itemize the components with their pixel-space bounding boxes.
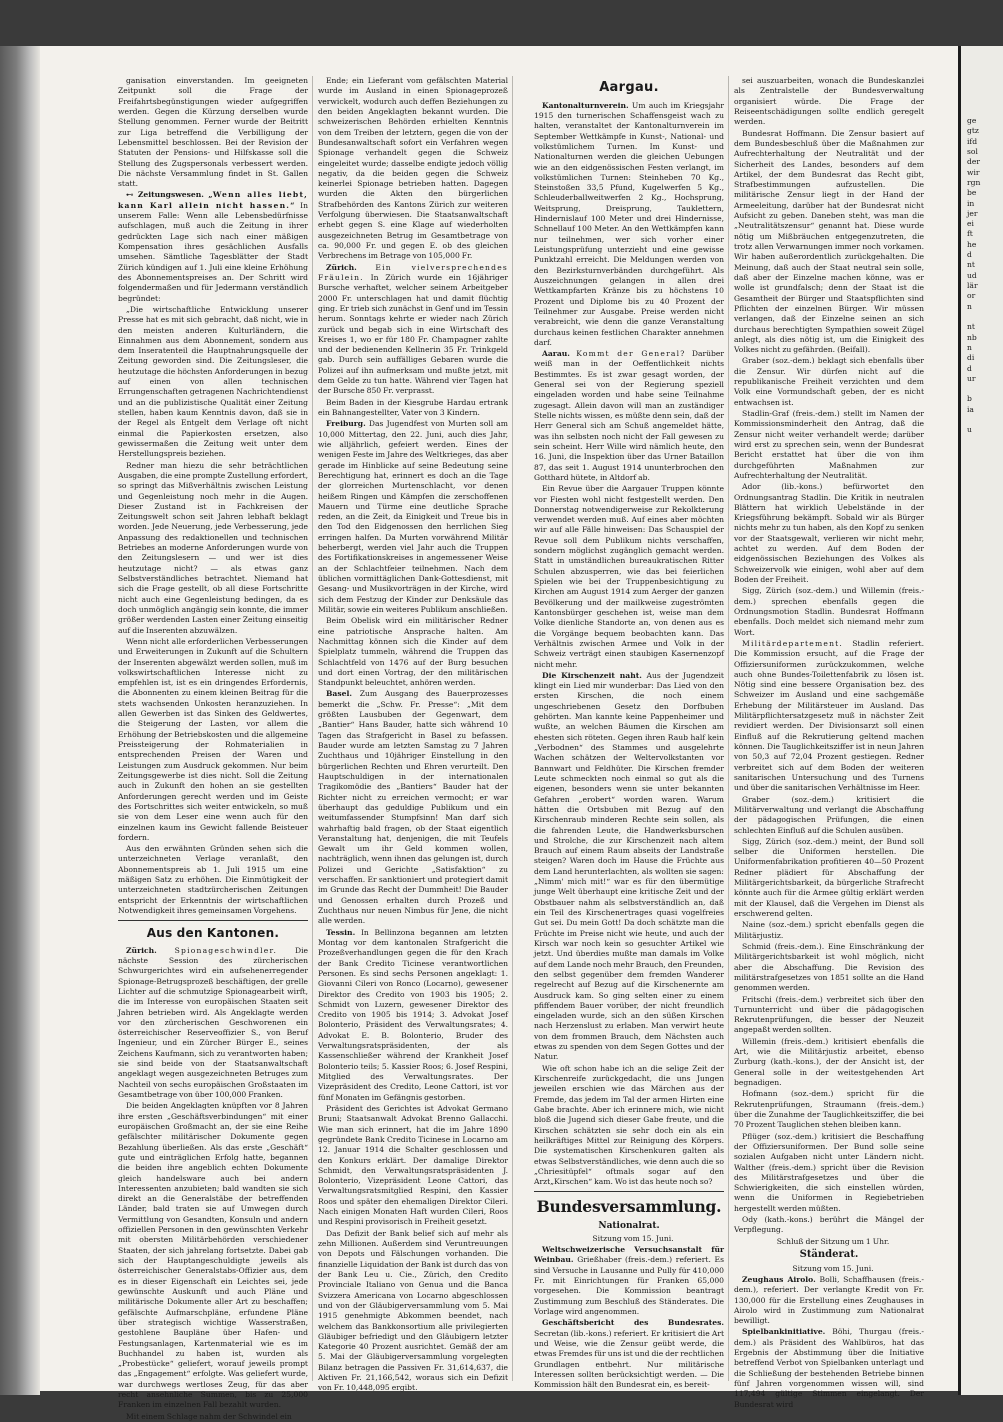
paragraph: Ador (lib.-kons.) befürwortet den Ordnungsantrag Stadlin. Die Kritik in neutralen Blättern hat wirklich Uebelstände in der Kriegsführung bekämpft. Sobald wir als Bürger nichts mehr zu tun haben, als den Kopf zu senken vor der Staatsgewalt, verlieren wir nicht mehr, achtet zu werden. Auf dem Boden der eidgenössischen Beziehungen des Volkes als Schweizervolk wie einigen, wohl aber auf dem Boden der Freiheit.	[734, 482, 924, 584]
column-rule	[728, 76, 729, 1381]
paragraph: Basel. Zum Ausgang des Bauerprozesses bemerkt die „Schw. Fr. Presse“: „Mit dem größten Lausbuben der Gegenwart, dem „Bantier“ Hans Bauder, hatte sich während 10 Tagen das Strafgericht in Basel zu befassen. Bauder wurde am letzten Samstag zu 7 Jahren Zuchthaus und 10jähriger Einstellung in den bürgerlichen Rechten und Ehren verurteilt. Den Hauptschuldigen in der internationalen Tragikomödie des „Bantiers“ Bauder hat der Richter nicht zu erreichen vermocht; er war überhaupt das geduldige Publikum und ein weitumfassender Stumpfsinn! Man darf sich wahrhaftig bald fragen, ob der Staat eigentlich Veranstaltung hat, denjenigen, die mit Teufels Gewalt um ihr Geld kommen wollen, nachträglich, wenn ihnen das gelungen ist, durch Polizei und Gerichte „Satisfaktion“ zu verschaffen. Er sanktioniert und protegiert damit im Grunde das Recht der Dummheit! Die Bauder und Genossen erhalten durch Prozeß und Zuchthaus nur neuen Nimbus für Jene, die nicht alle werden.	[318, 689, 508, 926]
paragraph: Fritschi (freis.-dem.) verbreitet sich über den Turnunterricht und über die pädagogischen Rekrutenprüfungen, die besser der Neuzeit angepaßt werden sollten.	[734, 994, 924, 1035]
paragraph: Präsident des Gerichtes ist Advokat Germano Bruni; Staatsanwalt Advokat Brenno Gallacchi. Wie man sich erinnert, hat die im Jahre 1890 gegründete Bank Credito Ticinese in Locarno am 12. Januar 1914 die Schalter geschlossen und den Konkurs erklärt. Der damalige Direktor Schmidt, den Verwaltungsratspräsidenten J. Bolonterio, Vizepräsident Leone Cattori, das Verwaltungsratsmitglied Respini, den Kassier Roos und später den ehemaligen Direktor Cileri. Nach einigen Monaten Haft wurden Cileri, Roos und Respini provisorisch in Freiheit gesetzt.	[318, 1103, 508, 1227]
paragraph: Naine (soz.-dem.) spricht ebenfalls gegen die Militärjustiz.	[734, 920, 924, 940]
paragraph: Ende; ein Lieferant vom gefälschten Material wurde im Ausland in einen Spionageprozeß verwickelt, wodurch auch deffen Beziehungen zu den beiden Angeklagten bekannt wurden. Die schweizerischen Behörden erhielten Kenntnis von dem Treiben der letztern, gegen die von der Bundesanwaltschaft sofort ein Verfahren wegen Spionage verhandelt gegen die Schweiz eingeleitet wurde; dasselbe endigte jedoch völlig negativ, da die beiden gegen die Schweiz keinerlei Spionage betrieben hatten. Dagegen wurden die Akten den bürgerlichen Strafbehörden des Kantons Zürich zur weiteren Verfolgung überwiesen. Die Staatsanwaltschaft erhebt gegen S. eine Klage auf wiederholten ausgezeichneten Betrug im Gesamtbetrage von ca. 90,000 Fr. und gegen E. ob des gleichen Verbrechens im Betrage von 105,000 Fr.	[318, 76, 508, 261]
quote-paragraph: „Die wirtschaftliche Entwicklung unserer Presse hat es mit sich gebracht, daß nicht, wie in den meisten anderen Kulturländern, die Einnahmen aus dem Abonnement, sondern aus dem Inseratenteil die Hauptnahrungsquelle der Zeitung geworden sind. Die Zeitungsleser, die heutzutage die höchsten Anforderungen in bezug auf einen von allen technischen Errungenschaften getragenen Nachrichtendienst und an die publizistische Qualität einer Zeitung stellen, haben kaum Kenntnis davon, daß sie in der Regel als Entgelt dem Verlage oft nicht einmal die Papierkosten ersetzen, also gewissermaßen die Zeitung weit unter dem Herstellungspreis beziehen.	[118, 304, 308, 459]
paragraph: Beim Baden in der Kiesgrube Hardau ertrank ein Bahnangestellter, Vater von 3 Kindern.	[318, 397, 508, 417]
session-date: Sitzung vom 15. Juni.	[792, 1263, 874, 1273]
column-1	[118, 76, 309, 1421]
paragraph: Spielbankinitiative. Böhi, Thurgau (freis.-dem.) als Präsident des Wahlbüros, hat das Ergebnis der Abstimmung über die Initiative betreffend Verbot von Spielbanken unterlagt und die Schließung der bestehenden Betriebe binnen fünf Jahren vorgenommen wissen will, sind 117,494 gültige Stimmen eingelangt. Der Bundesrat wird	[734, 1327, 924, 1409]
paragraph: Graber (soz.-dem.) beklagt sich ebenfalls über die Zensur. Wir dürfen nicht auf die republikanische Freiheit verzichten und dem Volk eine Vormundschaft geben, der es nicht entwachsen ist.	[734, 356, 924, 407]
page-stack-left-edge	[0, 46, 40, 1395]
paragraph: ganisation einverstanden. Im geeigneten Zeitpunkt soll die Frage der Freifahrtsbegünstigungen wieder aufgegriffen werden. Gegen die Kürzung derselben wurde Stellung genommen. Ferner wurde der Beitritt zur Liga betreffend die Verbilligung der Lebensmittel beschlossen. Bei der Revision der Statuten der Pensions- und Hilfskasse soll die Stellung des Zugspersonals verbessert werden. Die nächste Versammlung findet in St. Gallen statt.	[118, 76, 308, 189]
section-heading-aargau: Aargau.	[599, 80, 659, 95]
paragraph: Aarau. Kommt der General? Darüber weiß man in der Oeffentlichkeit nichts Bestimmtes. Es ist zwar gesagt worden, der General sei von der Regierung speziell eingeladen worden und habe seine Teilnahme zugesagt. Allein davon will man an zuständiger Stelle nichts wissen, es müßte denn sein, daß der Herr General sich am Schuß angemeldet hätte, was ihn selbsten noch nicht der Fall gewesen zu sein scheint. Herr Wille wird nämlich heute, den 16. Juni, die Inspektion über das Urner Bataillon 87, das seit 1. August 1914 ununterbrochen den Gotthard hütete, in Altdorf ab.	[534, 349, 725, 482]
paragraph: Sigg, Zürich (soz.-dem.) und Willemin (freis.-dem.) sprechen ebenfalls gegen die Ordnungsmotion Stadlin. Bundesrat Hoffmann ebenfalls. Doch meldet sich niemand mehr zum Wort.	[734, 586, 924, 637]
paragraph: Das Defizit der Bank belief sich auf mehr als zehn Millionen. Außerdem sind Veruntreuungen von Depots und Fälschungen vorhanden. Die finanzielle Liquidation der Bank ist durch das von der Bank Leu u. Cie., Zürich, den Credito Provinciale Italiano von Genua und die Banca Svizzera Americana von Locarno abgeschlossen und von der Gläubigerversammlung vom 5. Mai 1915 genehmigte Abkommen beendet, nach welchem das Bankkonsortium alle privilegierten Gläubiger befriedigt und den Gläubigern letzter Kategorie 40 Prozent ausrichtet. Gemäß der am 5. Mai der Gläubigerversammlung vorgelegten Bilanz betragen die Passiven Fr. 31,614,637, die Aktiven Fr. 21,166,542, woraus sich ein Defizit von Fr. 10,448,095 ergibt.	[318, 1228, 508, 1393]
column-2	[318, 76, 509, 1393]
subheading-staenderat: Ständerat.	[799, 1249, 859, 1260]
adjacent-page-edge	[958, 46, 1003, 1395]
paragraph: sei auszuarbeiten, wonach die Bundeskanzlei als Zentralstelle der Bundesverwaltung organisiert würde. Die Frage der Reiseentschädigungen sollte endlich geregelt werden.	[734, 76, 924, 127]
session-date: Sitzung vom 15. Juni.	[592, 1233, 674, 1243]
paragraph: Weltschweizerische Versuchsanstalt für Weinbau. Grießhaber (freis.-dem.) referiert. Es sind Versuche in Lausanne und Pully für 410,000 Fr. mit Einrichtungen für Franken 65,000 vorgesehen. Die Kommission beantragt Zustimmung zum Beschluß des Ständerates. Die Vorlage wird angenommen.	[534, 1245, 725, 1316]
paragraph: Sigg, Zürich (soz.-dem.) meint, der Bund soll selber die Uniformen herstellen. Die Uniformenfabrikation profitieren 40—50 Prozent Redner plädiert für Abschaffung der Militärgerichtsbarkeit, da bürgerliche Strafrecht könnte auch für die Armee gültig erklärt werden mit der Klausel, daß die Vergehen im Dienst als erschwerend gelten.	[734, 836, 924, 918]
paragraph: Zeughaus Airolo. Bolli, Schaffhausen (freis.-dem.), referiert. Der verlangte Kredit von Fr. 130,000 für die Erstellung eines Zeughauses in Airolo wird in Zustimmung zum Nationalrat bewilligt.	[734, 1274, 924, 1326]
paragraph: Die beiden Angeklagten knüpften vor 8 Jahren ihre ersten „Geschäftsverbindungen“ mit einer europäischen Großmacht an, der sie eine Reihe gefälschter militärischer Dokumente gegen Bezahlung überließen. Als das erste „Geschäft“ gute und einträglichen Erfolg hatte, begannen die beiden ihre angeblich echten Dokumente gleich handelsware auch bei andern Interessenten anzubieten; bald wandten sie sich direkt an die Generalstäbe der betreffenden Länder, bald traten sie auf Umwegen durch Vermittlung von Gesandten, Konsuln und andern offiziellen Personen in den gewünschten Verkehr mit obersten Militärbehörden verschiedener Staaten, der sich jahrelang fortsetzte. Dabei gab sich der Hauptangeschuldigte jeweils als österreichischer Generalstabs-Offizier aus, dem es in dieser Eigenschaft ein Leichtes sei, jede gewünschte Auskunft und auch Pläne und militärische Dokumente aller Art zu beschaffen; gefälschte Aufmarschpläne, erfundene Pläne über strategisch wichtige Wasserstraßen, gestohlene Baupläne über Hafen- und Festungsanlagen, Kartenmaterial wie es im Buchhandel zu haben ist, wurden als „Probestücke“ geliefert, worauf jeweils prompt das „Engagement“ erfolgte. Was geliefert wurde, war durchwegs wertloses Zeug, für das aber recht ansehnliche Summen, bis zu 25,000 Franken im einzelnen Fall bezahlt wurden.	[118, 1101, 308, 1410]
paragraph: Beim Obelisk wird ein militärischer Redner eine patriotische Ansprache halten. Am Nachmittag können sich die Kinder auf dem Spielplatz tummeln, während die Truppen das Schlachtfeld von 1476 auf der Burg besuchen und dort einen Vortrag, der den militärischen Standpunkt beleuchtet, anhören werden.	[318, 616, 508, 688]
paragraph: Redner man hiezu die sehr beträchtlichen Ausgaben, die eine prompte Zustellung erfordert, so springt das Mißverhältnis zwischen Leistung und Gegenleistung noch mehr in die Augen. Dieser Zustand ist in Fachkreisen der Zeitungswelt schon seit Jahren lebhaft beklagt worden. Jede Neuerung, jede Verbesserung, jede Anpassung des redaktionellen und technischen Betriebes an moderne Anforderungen wurde von den Zeitungslesern — und wer ist dies heutzutage nicht? — als etwas ganz Selbstverständliches betrachtet. Niemand hat sich die Frage gestellt, ob all diese Fortschritte nicht auch eine Gegenleistung bedingen, da es doch unmöglich angängig sein konnte, die immer größer werdenden Lasten einer Zeitung einseitig auf die Inserenten abzuwälzen.	[118, 460, 308, 635]
paragraph: Die Kirschenzeit naht. Aus der Jugendzeit klingt ein Lied mir wunderbar: Das Lied von den ersten Kirschen, die noch einem ungeschriebenen Gesetz den Dorfbuben gehörten. Man kannte keine Pappenheimer und wußte, an welchen Bäumen die Kirschen am ehesten sich röteten. Gegen ihren Raub half kein „Verbodnen“ des Stammes und ausgelehrte Wachen schätzen der Weltervolkstanten vor Bannwart und Feldhüter. Die Kirschen fremder Leute schmeckten noch einmal so gut als die eigenen, besonders wenn sie unter bekannten Gefahren „erobert“ worden waren. Warum hätten die Ortsbuben mit Bezug auf den Kirschenraub minderen Rechte sein sollen, als die fahrenden Leute, die Handwerksburschen und Strolche, die zur Kirschenzeit nach altem Brauch auf einem Raum abseits der Landstraße steigen? Waren doch im Hause die Früchte aus dem Land herunterlachten, als wollten sie sagen: „Nimm' mich mit!“ war es für den übermütige junge Welt überhaupt eine kritische Zeit und der Obstbauer nahm als selbstverständlich an, daß ein Teil des Kirschenertrages quasi vogelfreies Gut sei. Du mein Gott! Da doch schätzte man die Früchte im Preise nicht wie heute, und auch der Kirsch war noch kein so gesuchter Artikel wie jetzt. Und überdies mußte man damals im Volke auf dem Lande noch mehr Brauch, den Freunden, den selbst gegenüber dem fremden Wanderer regelrecht auf Bezug auf die Kirschenernte am Ausdruck kam. So ging selten einer zu einem pfiffendem Bauer vorüber, der nicht freundlich eingeladen wurde, sich an den süßen Kirschen nach Herzenslust zu erlaben. Man verwirt heute von dem frommen Brauch, dem Nächsten auch etwas zu spenden von dem Segen Gottes und der Natur.	[534, 670, 724, 1062]
paragraph: Stadlin-Graf (freis.-dem.) stellt im Namen der Kommissionsminderheit den Antrag, daß die Zensur nicht weiter verhandelt werde; darüber wird erst zu sprechen sein, wenn der Bundesrat Bericht erstattet hat über die von ihm durchgeführten Maßnahmen zur Aufrechterhaltung der Neutralität.	[734, 409, 924, 480]
paragraph: Zürich. Ein vielversprechendes Fräulein. In Zürich wurde ein 16jähriger Bursche verhaftet, welcher seinem Arbeitgeber 2000 Fr. unterschlagen hat und damit flüchtig ging. Er trieb sich zunächst in Genf und im Tessin herum. Sonntags kehrte er wieder nach Zürich zurück und begab sich in eine Wirtschaft des Kreises 1, wo er für 180 Fr. Champagner zahlte und der bedienenden Kellnerin 35 Fr. Trinkgeld gab. Durch sein auffälliges Gebaren wurde die Polizei auf ihn aufmerksam und mußte jetzt, mit dem Gelde zu tun hatte. Während vier Tagen hat der Bursche 850 Fr. verprasst.	[318, 262, 509, 396]
paragraph: Zürich. Spionageschwindler. Die nächste Session des zürcherischen Schwurgerichtes wird ein aufsehenerregender Spionage-Betrugsprozeß beschäftigen, der grelle Lichter auf die schmutzige Spionagearbeit wirft, die im Interesse von europäischen Staaten seit Jahren betrieben wird. Als Angeklagte werden vor den zürcherischen Geschworenen ein österreichischer Reserveoffizier S., von Beruf Ingenieur, und ein Zürcher Bürger E., seines Zeichens Kaufmann, sich zu verantworten haben; sie sind beide von der Staatsanwaltschaft angeklagt wegen ausgezeichneten Betruges zum Nachteil von sechs europäischen Großstaaten im Gesamtbetrage von über 100,000 Franken.	[118, 945, 309, 1099]
paragraph: Kantonalturnverein. Um auch im Kriegsjahr 1915 den turnerischen Schaffensgeist wach zu halten, veranstaltet der Kantonalturnverein im September Wettkämpfe in Kunst-, National- und volkstümlichem Turnen. Im Kunst- und Nationalturnen werden die gleichen Uebungen wie an den eidgenössischen Festen verlangt, im volkstümlichen Turnen: Steinheben 70 Kg., Steinstoßen 33,5 Pfund, Kugelwerfen 5 Kg., Schleuderballweitwerfen 2 Kg., Hochsprung, Weitsprung, Dreisprung, Tauklettern, Hindernislauf 100 Meter und drei Hindernisse, Schnellauf 100 Meter. An den Wettkämpfen kann nur teilnehmen, wer sich vorher einer Leistungsprüfung unterzieht und eine gewisse Punktzahl erreicht. Die Meldungen werden von den Bezirksturnverbänden durchgeführt. Als Auszeichnungen gelangen in allen drei Wettkampfarten Kränze bis zu höchstens 10 Prozent und Diplome bis zu 40 Prozent der Teilnehmer zur Ausgabe. Preise werden nicht verabreicht, wie denn die ganze Veranstaltung durchaus keinen festlichen Charakter annehmen darf.	[534, 100, 724, 347]
paragraph: Bundesrat Hoffmann. Die Zensur basiert auf dem Bundesbeschluß über die Maßnahmen zur Aufrechterhaltung der Neutralität und der Sicherheit des Landes, besonders auf dem Artikel, der dem Bundesrat das Recht gibt, Strafbestimmungen aufzustellen. Die militärische Zensur liegt in der Hand der Armeeleitung, darüber hat der Bundesrat nicht Aufsicht zu geben. Daneben steht, was man die „Neutralitätszensur“ genannt hat. Diese wurde nötig um Mißbräuchen entgegenzutreten, die trotz allen Verwarnungen immer noch vorkamen. Wir haben außerordentlich zurückgehalten. Die Meinung, daß auch der Staat neutral sein solle, daß aber der Einzelne machen könne, was er wolle ist grundfalsch; denn der Staat ist die Gesamtheit der Bürger und Staatspflichten sind Pflichten der einzelnen Bürger. Wir müssen verlangen, daß der Einzelne seinen an sich durchaus berechtigten Sympathien soweit Zügel anlegt, als dies nötig ist, um die Einigkeit des Volkes nicht zu gefährden. (Beifall).	[734, 128, 924, 355]
adjacent-page-text: ge gtz ifd sol der wir rgn be in jer ei ft he d nt ud lär or n nt nb n di d ur b ia u	[967, 116, 981, 435]
paragraph: Freiburg. Das Jugendfest von Murten soll am 10,000 Mittertag, den 22. Juni, auch dies Jahr, wie alljährlich, gefeiert werden. Eines der wenigen Feste im Jahre des Weltkrieges, das aber gerade im Hinblicke auf seine Bedeutung seine Berechtigung hat, erinnert es doch an die Tage der glorreichen Murtenschlacht, vor denen heißem Ringen und Kämpfen die zerschoffenen Mauern und Türme eine deutliche Sprache reden, an die Zeit, da Einigkeit und Treue bis in den Tod den Eidgenossen den herrlichen Sieg erringen halfen. Da Murten vorwährend Militär beherbergt, werden viel Jahr auch die Truppen des Fortifikationskreises in angemessener Weise an der Schlachtfeier teilnehmen. Nach dem üblichen vormittäglichen Dank-Gottesdienst, mit Gesang- und Musikvorträgen in der Kirche, wird sich dem Festzug der Kinder zur Denksäule das Militär, sowie ein weiteres Publikum anschließen.	[318, 419, 509, 614]
paragraph: Willemin (freis.-dem.) kritisiert ebenfalls die Art, wie die Militärjustiz arbeitet, ebenso Zurburg (kath.-kons.), der der Ansicht ist, der General solle in der weitestgehenden Art begnadigen.	[734, 1036, 924, 1087]
paragraph: Militärdepartement. Stadlin referiert. Die Kommission ersucht, auf die Frage der Offiziersuniformen zurückzukommen, welche auch ohne Bundes-Toilettenfabrik zu lösen ist. Nötig sind eine bessere Organisation bez. des Schweizer im Ausland und eine sachgemäße Erhebung der Militärsteuer im Ausland. Das Militärpflichtersatzgesetz muß in nächster Zeit revidiert werden. Der Divisionsarzt soll einen Einfluß auf die Rekrutierung geltend machen können. Die Tauglichkeitsziffer ist in neun Jahren von 50,3 auf 72,04 Prozent gestiegen. Redner verbreitet sich auf dem Boden der weiteren sanitarischen Untersuchung und des Turnens und über die sanitarischen Verhältnisse im Heer.	[734, 638, 925, 793]
column-rule	[512, 76, 513, 1381]
column-rule	[312, 76, 313, 1381]
section-heading-bundesversammlung: Bundesversammlung.	[536, 1197, 722, 1217]
divider	[534, 1191, 724, 1192]
session-end: Schluß der Sitzung um 1 Uhr.	[776, 1236, 890, 1246]
paragraph: Tessin. In Bellinzona begannen am letzten Montag vor dem kantonalen Strafgericht die Prozeßverhandlungen gegen die für den Krach der Bank Credito Ticinese verantwortlichen Personen. Es sind sechs Personen angeklagt: 1. Giovanni Cileri von Ronco (Locarno), gewesener Direktor des Credito von 1903 bis 1905; 2. Schmidt von Luzern, gewesener Direktor des Credito von 1905 bis 1914; 3. Advokat Josef Bolonterio, Präsident des Verwaltungsrates; 4. Advokat E. B. Bolonterio, Bruder des Verwaltungsratspräsidenten, der als Kassenschließer während der Krankheit Josef Bolonterio teils; 5. Kassier Roos; 6. Josef Respini, Mitglied des Verwaltungsrates. Der Vizepräsident des Credito, Leone Cattori, ist vor fünf Monaten im Gefängnis gestorben.	[318, 927, 508, 1102]
paragraph: Schmid (freis.-dem.). Eine Einschränkung der Militärgerichtsbarkeit ist wohl möglich, nicht aber die Abschaffung. Die Revision des militärstrafgesetzes von 1851 sollte an die Hand genommen werden.	[734, 941, 924, 993]
newspaper-page	[40, 46, 960, 1421]
paragraph: Ein Revue über die Aargauer Truppen könnte vor Fiesten wohl nicht festgestellt werden. Den Donnerstag notwendigerweise zur Rekolkterung verwendet werden muß. Auf eines aber möchten wir auf alle Fälle hinweisen: Das Schauspiel der Revue soll dem Publikum nichts verschaffen, sondern möglichst zugänglich gemacht werden. Statt in umständlichen bureaukratischen Ritter Schulen abzusperren, wie das bei feierlichen Spielen wie bei der Truppenbesichtigung zu Kirchen am August 1914 zum Aerger der ganzen Bevölkerung und der mailkweise zugeströmten Kantonsbürger geschehen ist, weise man dem Volke dienliche Standorte an, von denen aus es die Vorgänge bequem beobachten kann. Das Verhältnis zwischen Armee und Volk in der Schweiz verträgt einen staubigen Kasernenzopf nicht mehr.	[534, 484, 724, 669]
section-heading-kantonen: Aus den Kantonen.	[146, 926, 280, 941]
subheading-nationalrat: Nationalrat.	[598, 1220, 660, 1231]
paragraph: Mit einem Schlage nahm der Schwindel ein	[126, 1411, 292, 1421]
paragraph: ⊷ Zeitungswesen. „Wenn alles liebt, kann Karl allein nicht hassen.“ In unserem Falle: Wenn alle Lebensbedürfnisse aufschlagen, muß auch die Zeitung in ihrer gedrückten Lage sich nach einer mäßigen Kompensation ihres gesächlichen Ausfalls umsehen. Sämtliche Tagesblätter der Stadt Zürich kündigen auf 1. Juli eine kleine Erhöhung des Abonnementspreises an. Der Schritt wird folgendermaßen und für Jedermann verständlich begründet:	[118, 190, 308, 303]
paragraph: Wenn nicht alle erforderlichen Verbesserungen und Erweiterungen in Zukunft auf die Schultern der Inserenten abgewälzt werden sollen, muß im volkswirtschaftlichen Interesse nicht zu empfehlen ist, ist es ein dringendes Erfordernis, die Abonnenten zu einem kleinen Beitrag für die stets wachsenden Unkosten heranzuziehen. In allen Gewerben ist das Sinken des Geldwertes, die Steigerung der Lasten, vor allem die Erhöhung der Betriebskosten und die allgemeine Preissteigerung der Rohmaterialien in entsprechenden Preisen der Waren und Leistungen zum Ausdruck gekommen. Nur beim Zeitungsgewerbe ist dies nicht. Soll die Zeitung auch in Zukunft den hohen an sie gestellten Anforderungen gerecht werden und im Geiste des Fortschrittes sich weiter entwickeln, so muß sie von dem Leser eine wenn auch für den einzelnen kaum ins Gewicht fallende Beisteuer fordern.	[118, 636, 308, 842]
column-4	[734, 76, 925, 1409]
paragraph: Geschäftsbericht des Bundesrates. Secretan (lib.-kons.) referiert. Er kritisiert die Art und Weise, wie die Zensur geübt werde, die etwas Fremdes für uns ist und die der rechtlichen Grundlagen entbehrt. Nur militärische Interessen sollten berücksichtigt werden. — Die Kommission hält den Bundesrat ein, es bereit-	[534, 1318, 724, 1390]
paragraph: Hofmann (soz.-dem.) spricht für die Rekrutenprüfungen, Straumann (freis.-dem.) über die Zunahme der Tauglichkeitsziffer, die bei 70 Prozent Tauglichen stehen bleiben kann.	[734, 1089, 924, 1130]
paragraph: Wie oft schon habe ich an die selige Zeit der Kirschenreife zurückgedacht, die uns Jungen jeweilen erschien wie das Märchen aus der Fremde, das jedem im Tal der armen Hirten eine Gabe brachte. Aber ich erinnere mich, wie nicht bloß die Jugend sich dieser Gabe freute, und die Kirschen schätzten sie sehr doch ein als ein heilkräftiges Mittel zur Reinigung des Körpers. Die systematischen Kirschenkuren galten als etwas Selbstverständliches, wie denn auch die so „Chriesitüpfel“ oftmals sogar auf den Arzt„Kirschen“ kam. Wo ist das heute noch so?	[534, 1063, 724, 1187]
paragraph: Ody (kath.-kons.) berührt die Mängel der Verpflegung.	[734, 1215, 924, 1235]
paragraph: Pflüger (soz.-dem.) kritisiert die Beschaffung der Offiziersuniformen. Der Bund solle seine sozialen Aufgaben nicht unter Ländern nicht. Walther (freis.-dem.) spricht über die Revision des Militärstrafgesetzes und über die Schwierigkeiten, die sich einstellen würden, wenn die Uniformen in Regiebetrieben hergestellt werden müßten.	[734, 1131, 924, 1213]
paragraph: Aus den erwähnten Gründen sehen sich die unterzeichneten Verlage veranlaßt, den Abonnementspreis ab 1. Juli 1915 um eine mäßigen Satz zu erhöhen. Die Einmütigkeit der unterzeichneten stadtzürcherischen Zeitungen entspricht der Erkenntnis der wirtschaftlichen Notwendigkeit ihres gemeinsamen Vorgehens.	[118, 844, 308, 915]
divider	[118, 920, 308, 921]
column-3	[534, 76, 725, 1390]
paragraph: Graber (soz.-dem.) kritisiert die Militärverwaltung und verlangt die Abschaffung der pädagogischen Prüfungen, die einen schlechten Einfluß auf die Schulen ausüben.	[734, 794, 924, 835]
